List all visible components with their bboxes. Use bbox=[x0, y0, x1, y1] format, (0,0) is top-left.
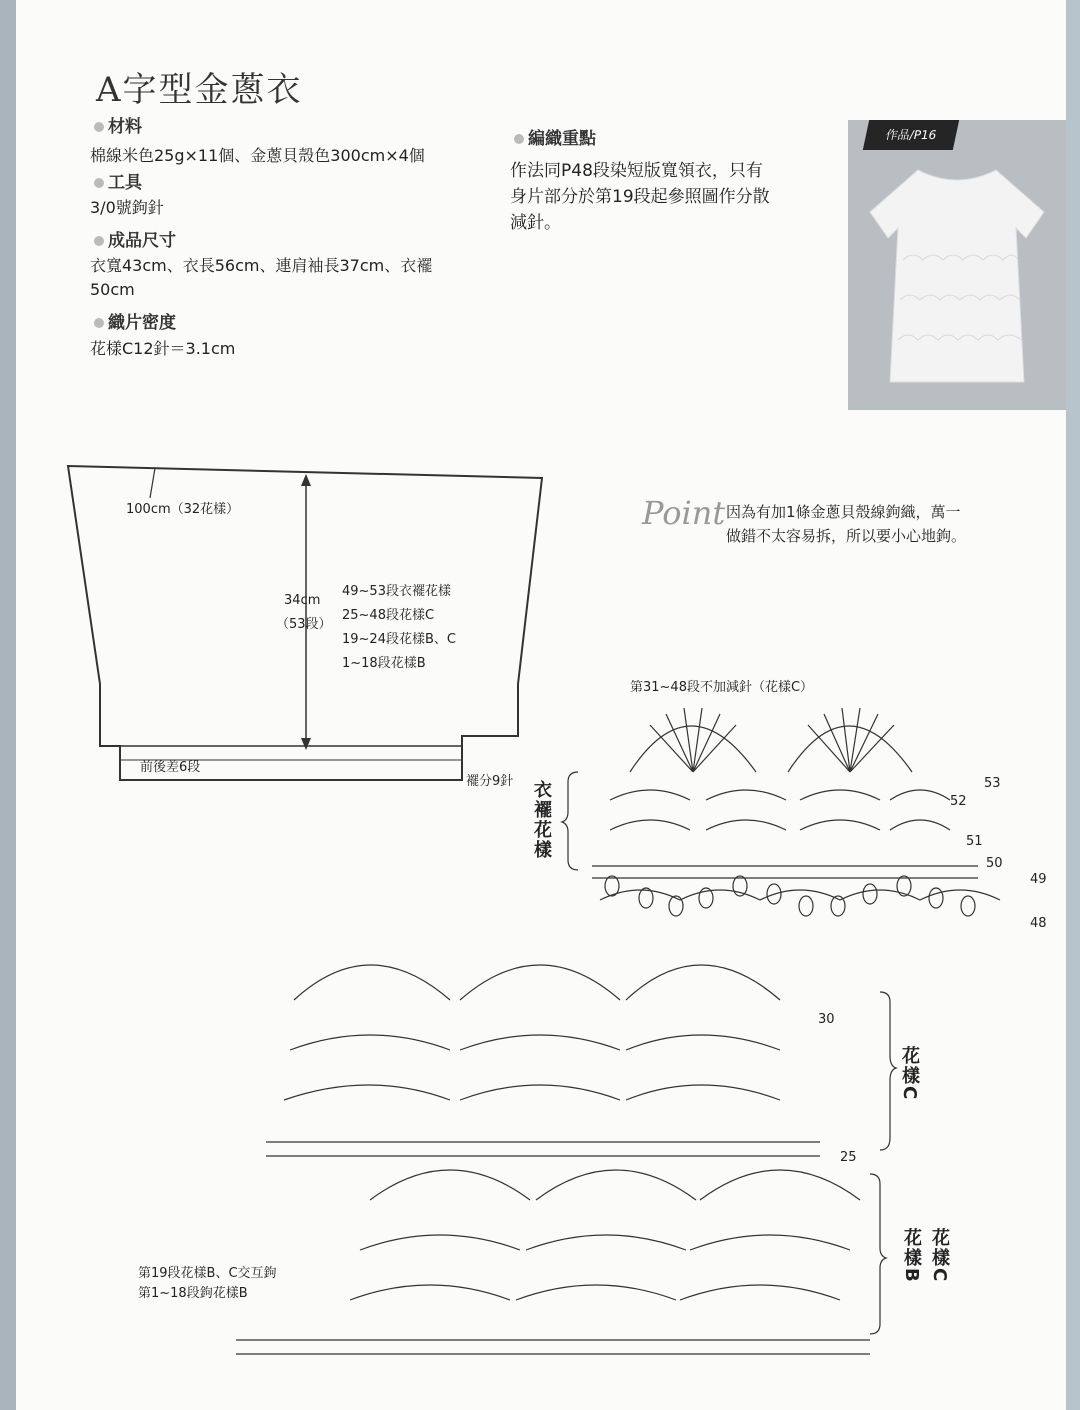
knitting-points-line-2: 身片部分於第19段起參照圖作分散 bbox=[510, 187, 770, 207]
point-line-1: 因為有加1條金蔥貝殼線鉤織，萬一 bbox=[726, 503, 961, 521]
photo-badge: 作品/P16 bbox=[863, 120, 959, 150]
schematic-height-rows: （53段） bbox=[276, 617, 332, 632]
chart-c-side-label: 花樣C bbox=[899, 1046, 920, 1102]
knitting-points-line-3: 減針。 bbox=[510, 213, 561, 233]
schematic-height-label: 34cm bbox=[284, 593, 321, 608]
size-value-1: 衣寬43cm、衣長56cm、連肩袖長37cm、衣襬 bbox=[90, 256, 433, 275]
knitting-points-label: 編織重點 bbox=[514, 124, 596, 149]
hem-row-51: 51 bbox=[966, 834, 983, 849]
chart-bc-note-1: 第19段花樣B、C交互鉤 bbox=[138, 1266, 277, 1281]
schematic-row-4: 1~18段花樣B bbox=[342, 656, 426, 671]
tools-value: 3/0號鉤針 bbox=[90, 198, 164, 217]
hem-row-50: 50 bbox=[986, 856, 1003, 871]
schematic-top-label: 100cm（32花樣） bbox=[126, 502, 240, 517]
hem-row-53: 53 bbox=[984, 776, 1001, 791]
schematic-diff-label: 前後差6段 bbox=[140, 760, 201, 775]
chart-bc-side-label-c: 花樣C bbox=[929, 1228, 950, 1284]
tools-label: 工具 bbox=[94, 168, 142, 193]
hem-chart-caption: 第31~48段不加減針（花樣C） bbox=[630, 680, 814, 695]
schematic-side-label: 襬分9針 bbox=[466, 774, 514, 789]
gauge-label: 織片密度 bbox=[94, 308, 176, 333]
materials-value: 棉線米色25g×11個、金蔥貝殼色300cm×4個 bbox=[90, 146, 425, 165]
size-value-2: 50cm bbox=[90, 280, 135, 299]
point-line-2: 做錯不太容易拆，所以要小心地鉤。 bbox=[726, 527, 967, 545]
schematic-row-2: 25~48段花樣C bbox=[342, 608, 435, 623]
knitting-points-line-1: 作法同P48段染短版寬領衣，只有 bbox=[510, 161, 763, 181]
size-label: 成品尺寸 bbox=[94, 226, 176, 251]
schematic-row-3: 19~24段花樣B、C bbox=[342, 632, 456, 647]
gauge-value: 花樣C12針＝3.1cm bbox=[90, 339, 236, 358]
hem-row-49: 49 bbox=[1030, 872, 1047, 887]
chart-bc-note-2: 第1~18段鉤花樣B bbox=[138, 1286, 248, 1301]
hem-row-48: 48 bbox=[1030, 916, 1047, 931]
chart-c-row-30: 30 bbox=[818, 1012, 835, 1027]
hem-chart-side-label: 衣襬花樣 bbox=[531, 780, 552, 860]
chart-bc-side-label-b: 花樣B bbox=[901, 1228, 922, 1284]
point-word: Point bbox=[642, 494, 726, 532]
materials-label: 材料 bbox=[94, 112, 142, 137]
chart-c-row-25: 25 bbox=[840, 1150, 857, 1165]
schematic-row-1: 49~53段衣襬花樣 bbox=[342, 584, 451, 599]
page-title: A字型金蔥衣 bbox=[96, 70, 303, 110]
hem-row-52: 52 bbox=[950, 794, 967, 809]
